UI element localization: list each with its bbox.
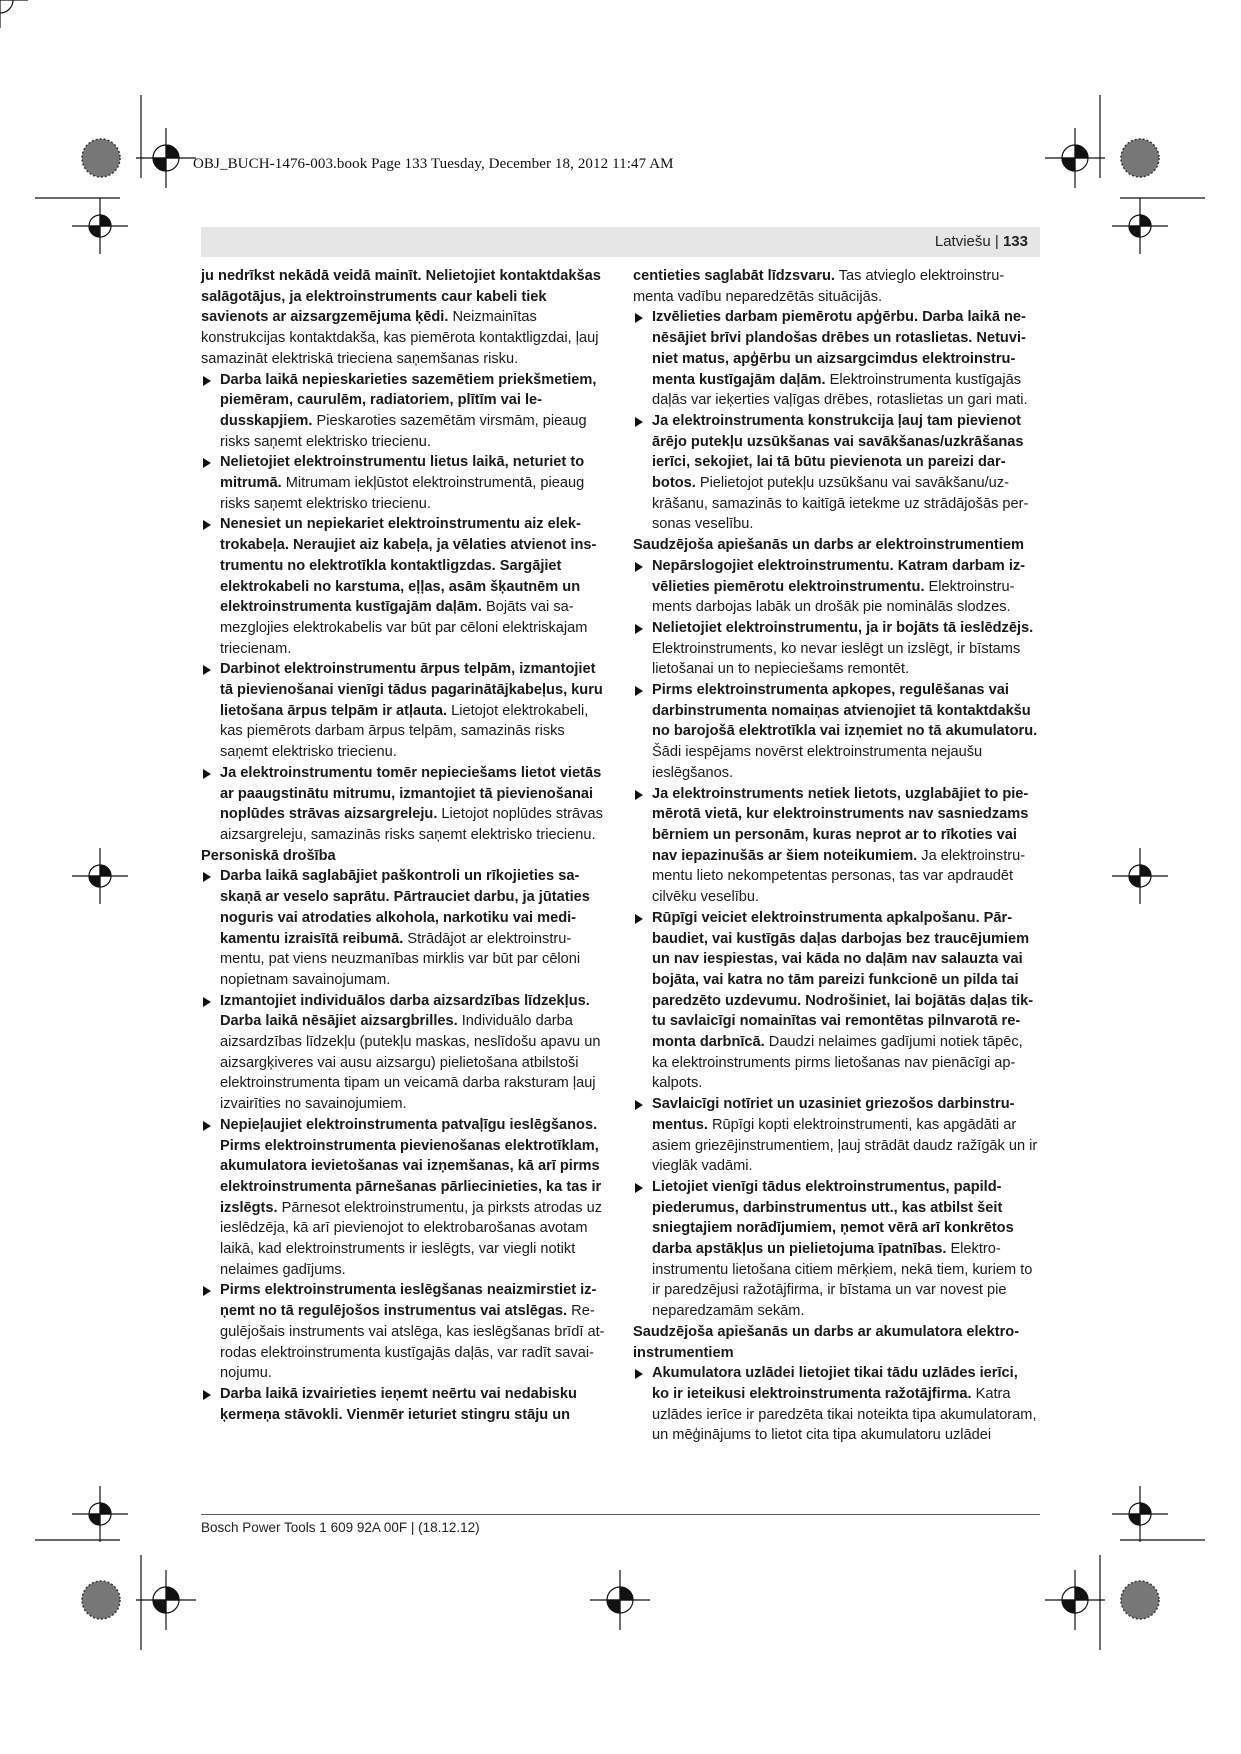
- list-item: Akumulatora uzlādei lietojiet tikai tādu uzlādes ierīci, ko ir ieteikusi elektroinstrumenta ražotājfirma. Katra uzlādes ierīce ir paredzēta tikai noteikta tipa akumulatoram, un mēģinājums to lietot cita tipa akumulatoru uzlādei: [633, 1363, 1038, 1446]
- bullet-triangle-icon: [203, 1286, 211, 1296]
- right-column: [633, 266, 1038, 1446]
- bullet-triangle-icon: [203, 872, 211, 882]
- header-separator: |: [990, 233, 1003, 250]
- page-footer: Bosch Power Tools 1 609 92A 00F | (18.12.12): [201, 1520, 480, 1535]
- print-header: OBJ_BUCH-1476-003.book Page 133 Tuesday, December 18, 2012 11:47 AM: [193, 156, 674, 172]
- list-item: Izmantojiet individuālos darba aizsardzības līdzekļus. Darba laikā nēsājiet aizsargbrilles. Individuālo darba aizsardzības līdzekļu (putekļu maskas, neslīdošu apavu un aizsargķiveres vai ausu aizsargu) pielietošana atbilstoši elektroinstrumenta tipam un veicamā darba raksturam ļauj izvairīties no savainojumiem.: [201, 991, 606, 1115]
- bullet-triangle-icon: [635, 1183, 643, 1193]
- page-header-band: [201, 227, 1040, 257]
- page-header-label: [935, 227, 1040, 257]
- list-item: Nelietojiet elektroinstrumentu, ja ir bojāts tā ieslēdzējs. Elektroinstruments, ko nevar ieslēgt un izslēgt, ir bīstams lietošanai un to nepieciešams remontēt.: [633, 618, 1038, 680]
- list-item: Ja elektroinstruments netiek lietots, uzglabājiet to piemērotā vietā, kur elektroinstruments nav sasniedzams bērniem un personām, kuras neprot ar to rīkoties vai nav iepazinušās ar šiem noteikumiem. Ja elektroinstrumentu lieto nekompetentas personas, tas var apdraudēt cilvēku veselību.: [633, 784, 1038, 908]
- list-item: Darbinot elektroinstrumentu ārpus telpām, izmantojiet tā pievienošanai vienīgi tādus pagarinātājkabeļus, kuru lietošana ārpus telpām ir atļauta. Lietojot elektrokabeli, kas piemērots darbam ārpus telpām, samazinās risks saņemt elektrisko triecienu.: [201, 659, 606, 763]
- list-item: Rūpīgi veiciet elektroinstrumenta apkalpošanu. Pārbaudiet, vai kustīgās daļas darbojas bez traucējumiem un nav iespiestas, vai kāda no daļām nav salauzta vai bojāta, vai katra no tām pareizi funkcionē un pilda tai paredzēto uzdevumu. Nodrošiniet, lai bojātās daļas tiktu savlaicīgi nomainītas vai remontētas pilnvarotā remonta darbnīcā. Daudzi nelaimes gadījumi notiek tāpēc, ka elektroinstruments pirms lietošanas nav pienācīgi apkalpots.: [633, 908, 1038, 1094]
- bullet-triangle-icon: [635, 686, 643, 696]
- list-item: Darba laikā nepieskarieties sazemētiem priekšmetiem, piemēram, caurulēm, radiatoriem, plītīm vai ledusskapjiem. Pieskaroties sazemētām virsmām, pieaug risks saņemt elektrisko triecienu.: [201, 370, 606, 453]
- list-item: Ja elektroinstrumenta konstrukcija ļauj tam pievienot ārējo putekļu uzsūkšanas vai savākšanas/uzkrāšanas ierīci, sekojiet, lai tā būtu pievienota un pareizi darbotos. Pielietojot putekļu uzsūkšanu vai savākšanu/uzkrāšanu, samazinās to kaitīgā ietekme uz strādājošās personas veselību.: [633, 411, 1038, 535]
- bullet-triangle-icon: [635, 313, 643, 323]
- left-column: [201, 266, 606, 1425]
- list-item: Lietojiet vienīgi tādus elektroinstrumentus, papildpiederumus, darbinstrumentus utt., kas atbilst šeit sniegtajiem norādījumiem, ņemot vērā arī konkrētos darba apstākļus un pielietojuma īpatnības. Elektroinstrumentu lietošana citiem mērķiem, nekā tiem, kuriem to ir paredzējusi ražotājfirma, ir bīstama un var novest pie neparedzamām sekām.: [633, 1177, 1038, 1322]
- list-item: Izvēlieties darbam piemērotu apģērbu. Darba laikā nenēsājiet brīvi plandošas drēbes un rotaslietas. Netuviniet matus, apģērbu un aizsargcimdus elektroinstrumenta kustīgajām daļām. Elektroinstrumenta kustīgajās daļās var ieķerties vaļīgas drēbes, rotaslietas un gari mati.: [633, 307, 1038, 411]
- bullet-triangle-icon: [635, 417, 643, 427]
- bullet-triangle-icon: [635, 624, 643, 634]
- list-item: Nenesiet un nepiekariet elektroinstrumentu aiz elektrokabeļa. Neraujiet aiz kabeļa, ja vēlaties atvienot instrumentu no elektrotīkla kontaktligzdas. Sargājiet elektrokabeli no karstuma, eļļas, asām šķautnēm un elektroinstrumenta kustīgajām daļām. Bojāts vai samezglojies elektrokabelis var būt par cēloni elektriskajam triecienam.: [201, 514, 606, 659]
- list-item: Savlaicīgi notīriet un uzasiniet griezošos darbinstrumentus. Rūpīgi kopti elektroinstrumenti, kas apgādāti ar asiem griezējinstrumentiem, ļauj strādāt daudz ražīgāk un ir vieglāk vadāmi.: [633, 1094, 1038, 1177]
- bullet-triangle-icon: [203, 376, 211, 386]
- bullet-triangle-icon: [635, 1369, 643, 1379]
- list-item: Darba laikā izvairieties ieņemt neērtu vai nedabisku ķermeņa stāvokli. Vienmēr ieturiet stingru stāju un: [201, 1384, 606, 1425]
- list-item: Nelietojiet elektroinstrumentu lietus laikā, neturiet to mitrumā. Mitrumam iekļūstot elektroinstrumentā, pieaug risks saņemt elektrisko triecienu.: [201, 452, 606, 514]
- section-title-battery-tools: Saudzējoša apiešanās un darbs ar akumulatora elektroinstrumentiem: [633, 1323, 1020, 1361]
- list-item: Ja elektroinstrumentu tomēr nepieciešams lietot vietās ar paaugstinātu mitrumu, izmantojiet tā pievienošanai noplūdes strāvas aizsargreleju. Lietojot noplūdes strāvas aizsargreleju, samazinās risks saņemt elektrisko triecienu.: [201, 763, 606, 846]
- bullet-triangle-icon: [203, 997, 211, 1007]
- bullet-triangle-icon: [203, 458, 211, 468]
- section-title-personal-safety: Personiskā drošība: [201, 847, 336, 864]
- bullet-triangle-icon: [635, 1100, 643, 1110]
- page-number: 133: [1002, 233, 1028, 250]
- right-continuation: centieties saglabāt līdzsvaru. Tas atvieglo elektroinstrumenta vadību neparedzētās situācijās.: [633, 268, 1005, 305]
- bullet-triangle-icon: [203, 769, 211, 779]
- list-item: Pirms elektroinstrumenta ieslēgšanas neaizmirstiet izņemt no tā regulējošos instrumentus vai atslēgas. Regulējošais instruments vai atslēga, kas ieslēgšanas brīdī atrodas elektroinstrumenta kustīgajās daļās, var radīt savainojumu.: [201, 1280, 606, 1384]
- left-continuation: ju nedrīkst nekādā veidā mainīt. Nelietojiet kontaktdakšas salāgotājus, ja elektroinstruments caur kabeli tiek savienots ar aizsargzemējuma ķēdi. Neizmainītas konstrukcijas kontaktdakša, kas piemērota kontaktligzdai, ļauj samazināt elektriskā trieciena saņemšanas risku.: [201, 268, 601, 367]
- list-item: Darba laikā saglabājiet paškontroli un rīkojieties saskaņā ar veselo saprātu. Pārtrauciet darbu, ja jūtaties noguris vai atrodaties alkohola, narkotiku vai medikamentu izraisītā reibumā. Strādājot ar elektroinstrumentu, pat viens neuzmanības mirklis var būt par cēloni nopietnam savainojumam.: [201, 866, 606, 990]
- bullet-triangle-icon: [203, 665, 211, 675]
- bullet-triangle-icon: [203, 1390, 211, 1400]
- bullet-triangle-icon: [203, 520, 211, 530]
- bullet-triangle-icon: [203, 1121, 211, 1131]
- bullet-triangle-icon: [635, 562, 643, 572]
- bullet-triangle-icon: [635, 790, 643, 800]
- bullet-triangle-icon: [635, 914, 643, 924]
- header-language: Latviešu: [934, 233, 991, 250]
- section-title-tool-use: Saudzējoša apiešanās un darbs ar elektroinstrumentiem: [633, 537, 1024, 554]
- list-item: Pirms elektroinstrumenta apkopes, regulēšanas vai darbinstrumenta nomaiņas atvienojiet tā kontaktdakšu no barojošā elektrotīkla vai izņemiet no tā akumulatoru. Šādi iespējams novērst elektroinstrumenta nejaušu ieslēgšanos.: [633, 680, 1038, 784]
- list-item: Nepārslogojiet elektroinstrumentu. Katram darbam izvēlieties piemērotu elektroinstrumentu. Elektroinstruments darbojas labāk un drošāk pie nominālās slodzes.: [633, 556, 1038, 618]
- footer-divider: [201, 1514, 1040, 1515]
- list-item: Nepieļaujiet elektroinstrumenta patvaļīgu ieslēgšanos. Pirms elektroinstrumenta pievienošanas elektrotīklam, akumulatora ievietošanas vai izņemšanas, kā arī pirms elektroinstrumenta pārnešanas pārliecinieties, ka tas ir izslēgts. Pārnesot elektroinstrumentu, ja pirksts atrodas uz ieslēdzēja, kā arī pievienojot to elektrobarošanas avotam laikā, kad elektroinstruments ir ieslēgts, var viegli notikt nelaimes gadījums.: [201, 1115, 606, 1281]
